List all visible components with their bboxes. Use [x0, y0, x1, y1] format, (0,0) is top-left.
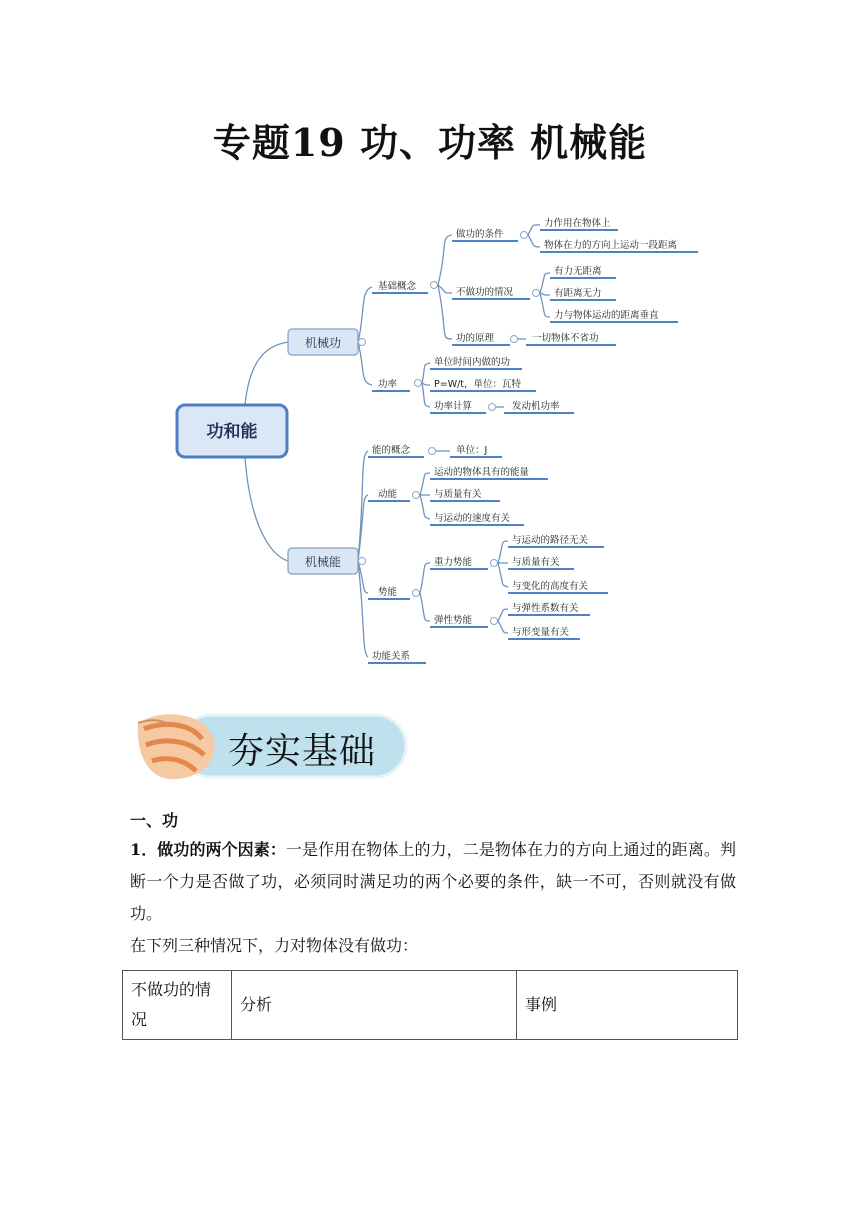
table-header-cell: 分析	[232, 971, 517, 1040]
mindmap-branch-energy: 机械能	[304, 555, 342, 569]
mindmap-node: 力作用在物体上	[544, 218, 611, 229]
mindmap-branch-work: 机械功	[304, 336, 342, 350]
mindmap-node: 与质量有关	[512, 557, 560, 568]
table-header-cell: 不做功的情况	[123, 971, 232, 1040]
mindmap-node: 重力势能	[434, 557, 473, 568]
mindmap-node: 与运动的路径无关	[512, 535, 589, 546]
mindmap-node: 与弹性系数有关	[512, 603, 579, 614]
mindmap-node: 功能关系	[372, 651, 411, 662]
mindmap-node: 功率计算	[434, 401, 473, 412]
mindmap-node: 与运动的速度有关	[434, 513, 511, 524]
mindmap-node: 功率	[378, 379, 398, 390]
page-title: 专题19 功、功率 机械能	[212, 120, 648, 165]
mindmap-node: 有力无距离	[554, 266, 602, 277]
mindmap-node: 做功的条件	[456, 229, 504, 240]
mindmap-node: 单位时间内做的功	[434, 357, 511, 368]
mindmap-node: 动能	[378, 489, 398, 500]
banner-title: 夯实基础	[228, 731, 377, 772]
mindmap-node: 物体在力的方向上运动一段距离	[544, 240, 678, 251]
mindmap-node: 弹性势能	[434, 615, 473, 626]
mindmap-node: 发动机功率	[512, 401, 560, 412]
point-label: 1．做功的两个因素：	[130, 840, 286, 859]
mindmap-node: 基础概念	[378, 281, 417, 292]
mindmap-node: 势能	[378, 587, 398, 598]
mindmap-node: 有距离无力	[554, 288, 602, 299]
mindmap-node: 与形变量有关	[512, 627, 570, 638]
section-heading: 一、功	[130, 811, 179, 830]
table-row	[123, 971, 738, 1040]
mindmap-node: 力与物体运动的距离垂直	[554, 310, 659, 321]
mindmap-node: 单位：J	[456, 445, 488, 456]
paragraph-work-factors	[130, 834, 736, 930]
mindmap-node: 功的原理	[456, 333, 495, 344]
mindmap-node: 一切物体不省功	[532, 333, 599, 344]
mindmap-node: 能的概念	[372, 445, 411, 456]
point-text: 一是作用在物体上的力，二是物体在力的方向上通过的距离。判断一个力是否做了功，必须同时满足功的两个必要的条件，缺一不可，否则就没有做功。	[130, 840, 736, 923]
mindmap-node: 不做功的情况	[456, 287, 514, 298]
mindmap-node: 运动的物体具有的能量	[434, 467, 530, 478]
mind-map	[170, 205, 710, 675]
paragraph-intro: 在下列三种情况下，力对物体没有做功：	[130, 936, 419, 955]
no-work-table	[122, 970, 738, 1040]
mindmap-node: 与质量有关	[434, 489, 482, 500]
mindmap-node: P=W/t，单位：瓦特	[434, 379, 522, 390]
table-header-cell: 事例	[517, 971, 738, 1040]
mindmap-root: 功和能	[206, 422, 258, 442]
mindmap-node: 与变化的高度有关	[512, 581, 589, 592]
